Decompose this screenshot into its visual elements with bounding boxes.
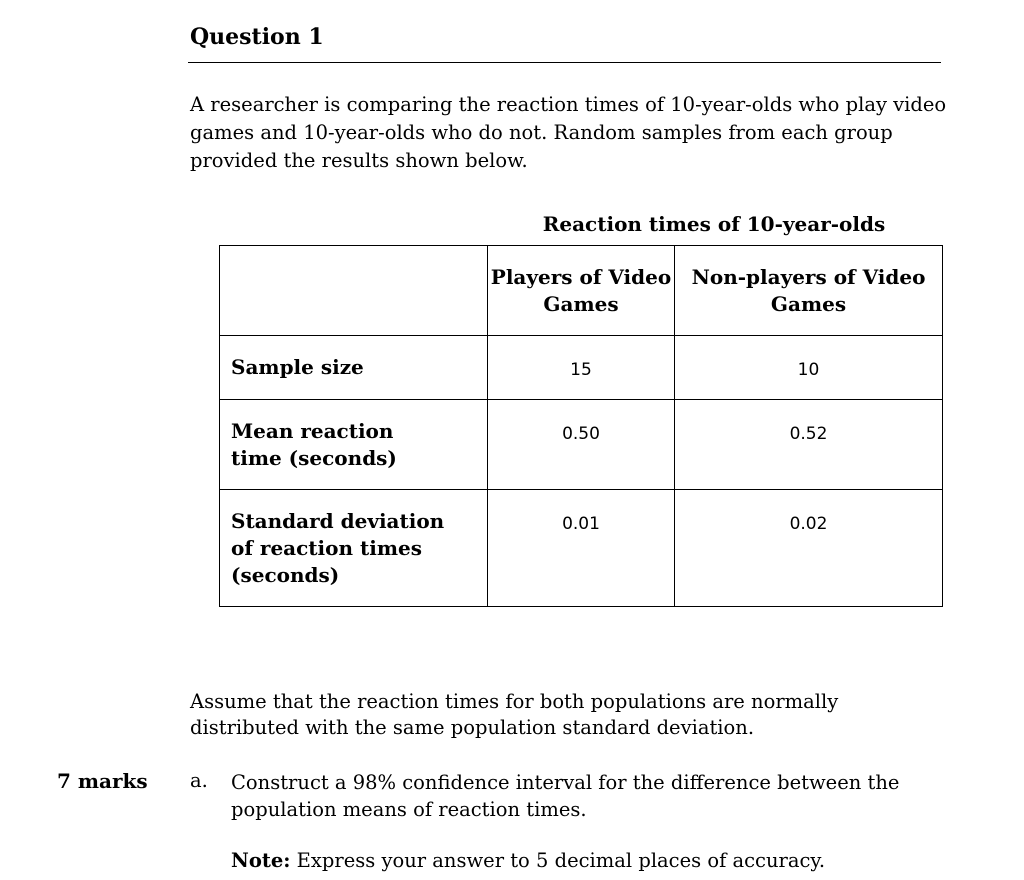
table-caption: Reaction times of 10-year-olds [542,212,886,236]
part-a-label: a. [190,769,208,792]
table-row [220,490,943,607]
table-header-players: Players of Video Games [488,246,675,336]
cell-players-mean: 0.50 [488,400,675,490]
row-label-standard-deviation: Standard deviation of reaction times (seconds) [220,490,488,607]
table-header-non-players: Non-players of Video Games [675,246,943,336]
table-row [220,400,943,490]
part-a-text: Construct a 98% confidence interval for the difference between the population means of reaction times. [231,771,900,821]
question-title: Question 1 [190,24,324,50]
cell-players-sample-size: 15 [488,336,675,400]
cell-non-players-mean: 0.52 [675,400,943,490]
title-divider [188,62,941,63]
reaction-times-table [219,245,943,607]
question-intro: A researcher is comparing the reaction times of 10-year-olds who play video games and 10-year-olds who do not. Random samples from each group provided the results shown below. [190,93,947,172]
table-row [220,336,943,400]
marks-label: 7 marks [57,769,148,793]
table-header-empty [220,246,488,336]
assumption-text: Assume that the reaction times for both populations are normally distributed with the same population standard deviation. [190,690,839,739]
cell-players-sd: 0.01 [488,490,675,607]
row-label-mean-reaction-time: Mean reaction time (seconds) [220,400,488,490]
part-a-note [231,849,951,872]
note-label: Note: [231,849,291,872]
note-text: Express your answer to 5 decimal places of accuracy. [290,849,826,872]
cell-non-players-sd: 0.02 [675,490,943,607]
row-label-sample-size: Sample size [220,336,488,400]
cell-non-players-sample-size: 10 [675,336,943,400]
table-header-row [220,246,943,336]
